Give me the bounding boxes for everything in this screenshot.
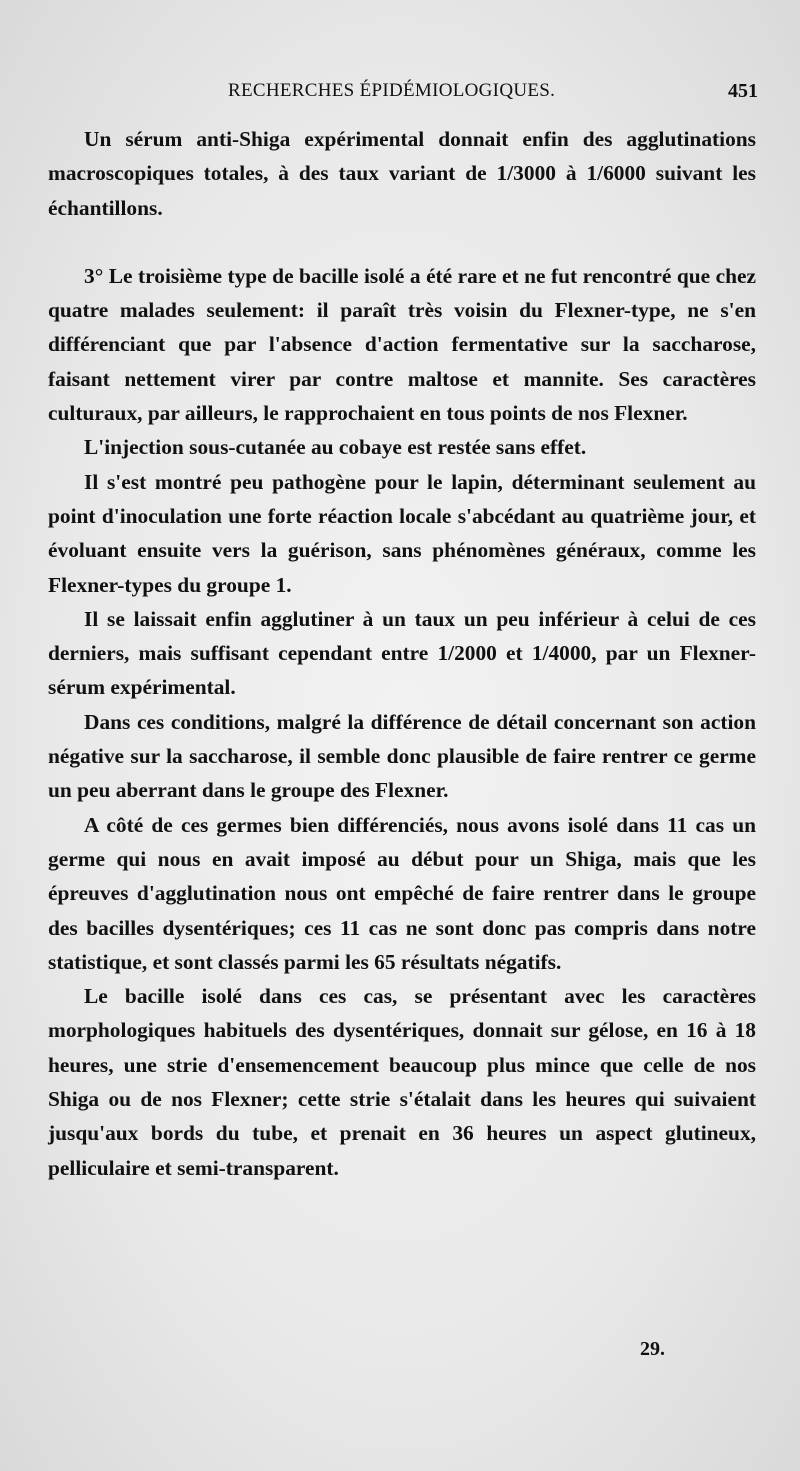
paragraph: Un sérum anti-Shiga expérimental donnait enfin des agglutinations macroscopiques totales, à des taux variant de 1/3000 à 1/6000 suivant les échantillons. xyxy=(48,127,756,220)
running-head xyxy=(48,80,758,110)
signature-mark: 29. xyxy=(640,1338,665,1360)
paragraph: L'injection sous-cutanée au cobaye est restée sans effet. xyxy=(84,435,587,460)
paragraph: A côté de ces germes bien différenciés, nous avons isolé dans 11 cas un germe qui nous en avait imposé au début pour un Shiga, mais que les épreuves d'agglutination nous ont empêché de faire rentrer dans le groupe des bacilles dysentériques; ces 11 cas ne sont donc pas compris dans notre statistique, et sont classés parmi les 65 résultats négatifs. xyxy=(48,812,756,974)
paragraph: Il s'est montré peu pathogène pour le lapin, déterminant seulement au point d'inoculation une forte réaction locale s'abcédant au quatrième jour, et évoluant ensuite vers la guérison, sans phénomènes généraux, comme les Flexner-types du groupe 1. xyxy=(48,469,756,597)
paragraph: Dans ces conditions, malgré la différence de détail concernant son action négative sur la saccharose, il semble donc plausible de faire rentrer ce germe un peu aberrant dans le groupe des Flexner. xyxy=(48,709,756,803)
paragraph: Il se laissait enfin agglutiner à un taux un peu inférieur à celui de ces derniers, mais suffisant cependant entre 1/2000 et 1/4000, par un Flexner-sérum expérimental. xyxy=(48,606,756,700)
running-title: RECHERCHES ÉPIDÉMIOLOGIQUES. xyxy=(228,80,556,101)
paragraph: 3° Le troisième type de bacille isolé a été rare et ne fut rencontré que chez quatre malades seulement: il paraît très voisin du Flexner-type, ne s'en différenciant que par l'absence d'action fermentative sur la saccharose, faisant nettement virer par contre maltose et mannite. Ses caractères culturaux, par ailleurs, le rapprochaient en tous points de nos Flexner. xyxy=(48,263,756,426)
page-number: 451 xyxy=(728,80,758,102)
paragraph: Le bacille isolé dans ces cas, se présentant avec les caractères morphologiques habituels des dysentériques, donnait sur gélose, en 16 à 18 heures, une strie d'ensemencement beaucoup plus mince que celle de nos Shiga ou de nos Flexner; cette strie s'étalait dans les heures qui suivaient jusqu'aux bords du tube, et prenait en 36 heures un aspect glutineux, pelliculaire et semi-transparent. xyxy=(48,984,756,1180)
body-text xyxy=(48,122,756,1185)
